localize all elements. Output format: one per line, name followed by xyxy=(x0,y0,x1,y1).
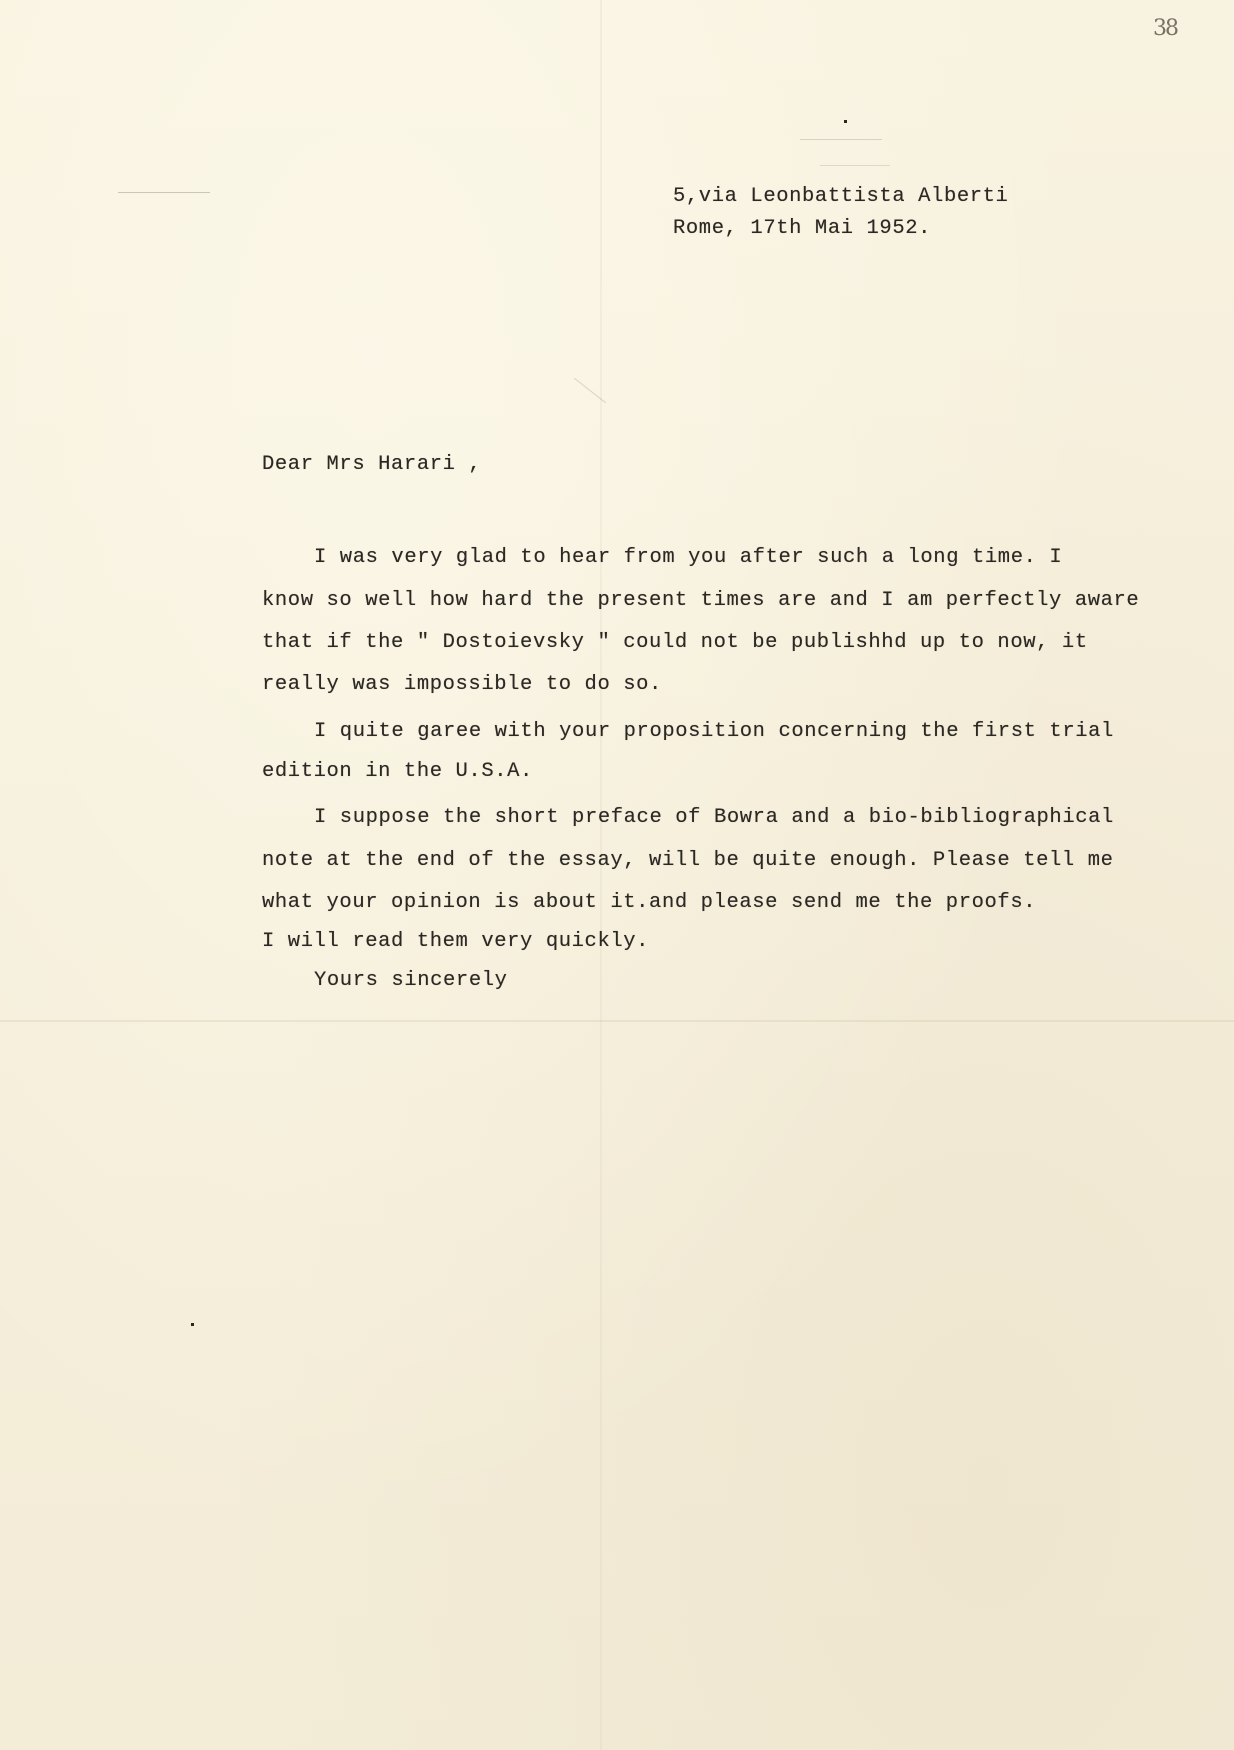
paragraph-line: what your opinion is about it.and please send me the proofs. xyxy=(262,891,1037,914)
paper-crease-mark xyxy=(118,192,210,193)
paper-crease-mark xyxy=(800,139,882,140)
paragraph-line: know so well how hard the present times are and I am perfectly aware xyxy=(262,589,1140,612)
paragraph-line: edition in the U.S.A. xyxy=(262,760,533,783)
paragraph-line: that if the " Dostoievsky " could not be publishhd up to now, it xyxy=(262,631,1088,654)
letter-date: Rome, 17th Mai 1952. xyxy=(673,217,932,240)
ink-speck xyxy=(191,1323,194,1326)
paragraph-line: I suppose the short preface of Bowra and a bio-bibliographical xyxy=(314,806,1114,829)
sender-address: 5,via Leonbattista Alberti xyxy=(673,185,1009,208)
paper-fold-horizontal xyxy=(0,1020,1234,1022)
paragraph-line: I quite garee with your proposition concerning the first trial xyxy=(314,720,1114,743)
ink-speck xyxy=(844,120,847,123)
paragraph-line: I was very glad to hear from you after such a long time. I xyxy=(314,546,1063,569)
paragraph-line: I will read them very quickly. xyxy=(262,930,650,953)
closing: Yours sincerely xyxy=(314,969,508,992)
paper-fold-vertical xyxy=(600,0,602,1750)
paragraph-line: note at the end of the essay, will be quite enough. Please tell me xyxy=(262,849,1114,872)
archive-page-number: 38 xyxy=(1153,16,1177,41)
signature-area xyxy=(314,1000,315,1001)
paper-crease-mark xyxy=(820,165,890,166)
paragraph-line: really was impossible to do so. xyxy=(262,673,662,696)
salutation: Dear Mrs Harari , xyxy=(262,453,482,476)
